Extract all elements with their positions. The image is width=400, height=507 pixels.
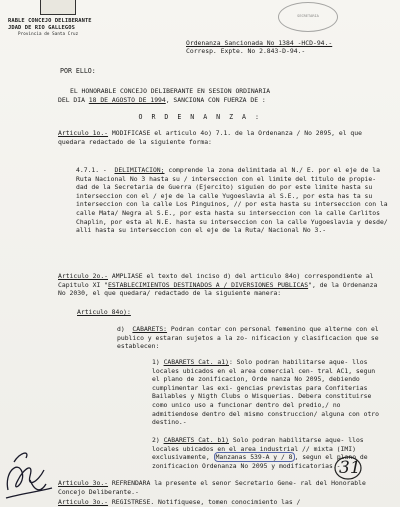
session-date: 18 DE AGOSTO DE 1994 (88, 95, 166, 104)
file-reference: Corresp. Expte. No 2.843-D-94.- (186, 47, 306, 55)
section-text: comprende la zona delimitada al N./ E. por el eje de la Ruta Nacional No 3 hasta su / interseccion con el limite del titulo de propie- dad de la Secretaria de Guerra (Ejercito) siguien do por este limite hasta su interseccion con el / eje de la calle Yugoeslavia al S.E., por esta has ta su interseccion con la calle Los Pinguinos, // por esta hasta su interseccion con la calle Mata/ Negra al S.E., por esta hasta su interseccion con la calle Carlitos Chaplin, por esta al N.E. hasta su interseccion con la calle Yugoeslavia y desde/ alli hasta su interseccion con el eje de la Ruta/ Nacional No 3.- (76, 166, 388, 235)
item-2-label: CABARETS Cat. b1) (163, 436, 229, 444)
section-d-label: CABARETS: (132, 325, 168, 333)
item-2-cabarets-b1: 2) CABARETS Cat. b1) Solo podran habilitarse aque- llos locales ubicados en el area industrial // mixta (IMI) exclusivamente, Manzanas 539-A y / 8 , segun el plano de zonificacion Ordenanza No 2095 y modificatorias.- (152, 436, 368, 470)
intro-paragraph (58, 87, 378, 104)
section-d-cabarets: d) CABARETS: Podran contar con personal femenino que alterne con el publico y estaran sujetos a la zo- nificacion y clasificacion que se establecen: (117, 325, 379, 351)
intro-line1: EL HONORABLE CONCEJO DELIBERANTE EN SESION ORDINARIA (70, 87, 271, 95)
article-2: Articulo 2o.- AMPLIASE el texto del inciso d) del articulo 84o) correspondiente al Capitulo XI "ESTABLECIMIENTOS DESTINADOS A / DIVERSIONES PUBLICAS", de la Ordenanza No 2030, el que quedara/ redactado de la siguiente manera: (58, 272, 378, 298)
item-1-label: CABARETS Cat. a1) (163, 358, 229, 366)
article-3-label: Articulo 3o.- (58, 479, 109, 487)
highlighted-blocks: Manzanas 539-A y / 8 (215, 453, 293, 462)
institution-line2: JDAD DE RIO GALLEGOS (8, 24, 75, 31)
article-84-label: Articulo 84o): (77, 308, 131, 316)
ordenanza-title: O R D E N A N Z A : (138, 113, 262, 121)
por-ello-heading: POR ELLO: (60, 67, 96, 75)
intro-line2: DEL DIA 18 DE AGOSTO DE 1994, SANCIONA CON FUERZA DE : (58, 95, 266, 104)
article-1-text: MODIFICASE el articulo 4o) 7.1. de la Ordenanza / No 2095, el que quedara redactado de la siguiente forma: (58, 129, 362, 146)
institution-sub: Provincia de Santa Cruz (18, 31, 79, 36)
article-2-label: Articulo 2o.- (58, 272, 109, 280)
section-label: DELIMITACION; (114, 166, 165, 174)
article-1 (58, 129, 378, 146)
handwritten-signature (0, 432, 60, 507)
article-1-label: Articulo 1o.- (58, 129, 109, 137)
article-4: Articulo 3o.- REGISTRESE. Notifiquese, tomen conocimiento las / (58, 498, 301, 506)
article-4-label: Articulo 3o.- (58, 498, 109, 506)
article-3: Articulo 3o.- REFRENDARA la presente el senor Secretario Gene- ral del Honorable Concejo Deliberante.- (58, 479, 366, 496)
stamp-seal (278, 2, 338, 32)
seal-text: SECRETARIA (297, 14, 319, 18)
ordinance-number: Ordenanza Sancionada No 1384 -HCD-94.- (186, 39, 333, 47)
coat-of-arms-logo (40, 0, 76, 15)
article-2-chapter-title: ESTABLECIMIENTOS DESTINADOS A / DIVERSIONES PUBLICAS (108, 280, 309, 289)
ordinance-reference (186, 39, 332, 55)
section-number: 4.7.1. - (76, 166, 107, 174)
institution-header (8, 18, 92, 38)
item-1-cabarets-a1: 1) CABARETS Cat. a1): Solo podran habilitarse aque- llos locales ubicados en el area comercial cen- tral AC1, segun el plano de zonificacion, Orde nanza No 2095, debiendo cumplimentar las exi- gencias previstas para Confiterias Bailables y Nigth Clubs o Wisquerias. Debera constituirse como unico uso a funcionar dentro del predio,/ no admitiendose dentro del mismo construccion/ alguna con otro destino.- (152, 358, 380, 427)
institution-line1: RABLE CONCEJO DELIBERANTE (8, 18, 92, 24)
handwritten-page-number: 31 (333, 455, 363, 481)
section-4-7-1 (76, 166, 388, 235)
